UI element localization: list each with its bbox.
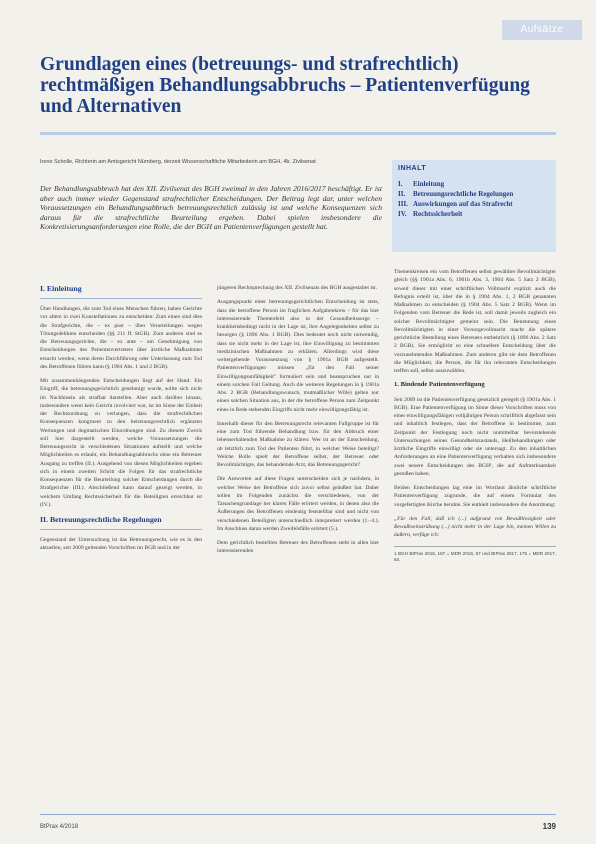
paragraph: Dem gerichtlich bestellten Betreuer des Betroffenen steht in allen hier interessierenden	[217, 540, 379, 555]
paragraph: Themenkreisen ein vom Betroffenen selbst gewählter Bevollmächtigter gleich (§§ 1901a Abs. 6, 1901b Abs. 3, 1904 Abs. 5 Satz 2 BGB), soweit dieser mit einer schriftlichen Vollmacht explizit auch die Befugnis erteilt ist, über die in § 1904 Abs. 1, 2 BGB genannten Maßnahmen zu entscheiden (§ 1904 Abs. 5 Satz 2 BGB). Wenn im Folgenden vom Betreuer die Rede ist, soll damit jeweils zugleich ein solcher Bevollmächtigter gemeint sein. Die Benennung eines Bevollmächtigten in einer Vorsorgevollmacht macht die spätere gerichtliche Bestellung eines Betreuers entbehrlich (§ 1896 Abs. 2 Satz 2 BGB). Sie ermöglicht so eine schnellere Entscheidung über die vorzunehmenden Maßnahmen. Zum anderen gibt sie dem Betroffenen die Möglichkeit, die Person, die für ihn relevanten Entscheidungen treffen soll, selbst auszuwählen.	[394, 269, 556, 374]
toc-item[interactable]	[398, 180, 550, 189]
toc-item-label: Einleitung	[413, 180, 445, 188]
toc-item[interactable]	[398, 200, 550, 209]
toc-item-number: IV.	[398, 210, 407, 218]
toc-list	[398, 180, 550, 220]
toc-item-label: Auswirkungen auf das Strafrecht	[413, 200, 513, 208]
section-heading-introduction: I. Einleitung	[40, 284, 202, 299]
paragraph: Mit zusammenhängenden Entscheidungen liegt auf der Hand: Ein Eingriff, die betreuungsgerichtlich genehmigt wurde, sollte sich nicht im Nachhinein als strafbar darstellen. Aber auch darüber hinaus, insbesondere wenn kein Gericht involviert war, ist im Sinne der Einheit der Rechtsordnung zu verlangen, dass die strafrechtlichen Konsequenzen kongruent zu den betreuungsrechtlich ergänzten Wertungen und dogmatischen Einordnungen sind. Zu diesem Zweck soll hier dargestellt werden, welche Voraussetzungen die Betreuungsrecht in verschiedenen Situationen aufstellt und welche Möglichkeiten es erlaubt, ein Behandlungsabbruchs ohne ein Betreuter Ausgang zu treffen (II.). Ausgehend von diesen Möglichkeiten ergeben sich in einem zweiten Schritt die Folgen für das strafrechtliche Konsequenzen für die Beurteilung solcher Entscheidungen durch die Strafgerichte (III.). Abschließend kann darauf gezeigt werden, in welchem Umfang Rechtssicherheit für die Beteiligten erreichbar ist (IV.).	[40, 378, 202, 508]
journal-name: BtPrax 4/2018	[40, 824, 79, 830]
paragraph: Die Antworten auf diese Fragen unterscheiden sich je nachdem, in welcher Weise der Betroffene sich zuvor selbst geäußert hat. Daher sollen im Folgenden zunächst die verschiedenen, von der Tatsachengrundlage her klaren Fälle erörtert werden, in denen also die Äußerungen des Betroffenen eindeutig feststellbar sind und nicht von verschiedenen Beteiligten unterschiedlich interpretiert werden (1.–4.). Im Anschluss daran werden Zweifelsfälle erörtert (5.).	[217, 476, 379, 532]
toc-item-number: III.	[398, 200, 408, 208]
toc-item[interactable]	[398, 190, 550, 199]
section-heading-regulations: II. Betreuungsrechtliche Regelungen	[40, 515, 202, 530]
paragraph: Gegenstand der Untersuchung ist das Betreuungsrecht, wie es in den aktuellen, seit 2009 geltenden Vorschriften im BGB und in der	[40, 537, 202, 552]
column-left	[40, 284, 202, 559]
paragraph: jüngeren Rechtsprechung des XII. Zivilsenats des BGH ausgestaltet ist.	[217, 285, 378, 291]
paragraph: Ausgangspunkt einer betreuungsgerichtlichen Entscheidung ist stets, dass die betroffene Person im fraglichen Aufgabenkreis – für das hier interessierende Themenfeld also in der Gesundheitssorge – krankheitsbedingt nicht in der Lage ist, ihre Angelegenheiten selbst zu besorgen (§ 1896 Abs. 1 BGB). Dies bedeutet noch nicht notwendig, dass sie nicht mehr in der Lage ist, ihre Einwilligung zu bestimmten medizinischen Maßnahmen zu erklären. Allerdings wird diese weitergehende Voraussetzung von § 1901a BGB aufgestellt. Patientenverfügungen müssen „für den Fall seiner Einwilligungsunfähigkeit" formuliert sein und beanspruchen nur in einem solchen Fall Geltung. Auch die weiteren Regelungen in § 1901a Abs. 2 BGB (Behandlungswunsch, mutmaßlicher Wille) gelten nur einen solchen Situation aus, in der die betroffene Person zum Zeitpunkt eines in Rede stehenden Eingriffs nicht mehr einwilligungsfähig ist.	[217, 299, 379, 413]
title-divider	[40, 132, 556, 135]
table-of-contents	[392, 160, 556, 252]
footer-divider	[40, 814, 556, 815]
toc-item[interactable]	[398, 210, 550, 219]
page-number: 139	[542, 822, 556, 831]
paragraph: Beiden Entscheidungen lag eine im Wortlaut ähnliche schriftliche Patientenverfügung zugrunde, die auf einem Formular des vorgefertigten Kirche beruhte. Sie enthielt insbesondere die Anordnung:	[394, 485, 556, 508]
section-tag: Aufsätze	[502, 20, 582, 40]
article-title: Grundlagen eines (betreuungs- und strafrechtlich) rechtmäßigen Behandlungsabbruchs – Patientenverfügung und Alternativen	[40, 54, 530, 117]
toc-item-number: I.	[398, 180, 403, 188]
toc-item-number: II.	[398, 190, 406, 198]
footnote: 1 BGH BtPrax 2016, 187 = MDR 2016, 67 und BtPrax 2017, 175 = MDR 2017, 64.	[394, 546, 556, 564]
abstract: Der Behandlungsabbruch hat den XII. Zivilsenat des BGH zweimal in den Jahren 2016/2017 beschäftigt. Er ist aber auch immer wieder Gegenstand strafrechtlicher Entscheidungen. Der Beitrag legt dar, unter welchen Voraussetzungen ein Behandlungsabbruch betreuungsrechtlich zulässig ist und welche Konsequenzen sich daraus für die strafrechtliche Beurteilung ergeben. Dabei spielen insbesondere die Konkretisierungsanforderungen eine Rolle, die der BGH an Patientenverfügungen gestellt hat.	[40, 184, 382, 232]
column-middle	[217, 284, 379, 562]
paragraph: Über Handlungen, die zum Tod eines Menschen führen, haben Gerichte vor allem in zwei Konstellationen zu entscheiden: Zum einen sind dies die Strafgerichte, die – ex post – über Verurteilungen wegen Tötungsdelikten entscheiden (§§ 211 ff. StGB). Zum anderen sind es die Betreuungsgerichte, die – ex ante – um Genehmigung von Entscheidungen des Patientenvertreters über ärztliche Maßnahmen ersucht werden, wenn deren Durchführung oder Unterlassung zum Tod des Betroffenen führen kann (§ 1904 Abs. 1 und 2 BGB).	[40, 306, 202, 370]
paragraph: Innerhalb dieser für den Betreuungsrecht relevanten Fallgruppe ist für eine zum Tod führende Behandlung bzw. für den Abbruch einer lebenserhaltenden Maßnahme zu klären: Wer ist an der Entscheidung, ob letztlich zum Tod des Patienten führt, in welcher Weise beteiligt? Welche Rolle spielt der Betroffene selbst, der Betreuer oder Bevollmächtigte, das behandelnde Arzt, das Betreuungsgericht?	[217, 420, 379, 468]
quotation: „Für den Fall, daß ich (...) aufgrund von Bewußtlosigkeit oder Bewußtseinstrübung (...) nicht mehr in der Lage bin, meinen Willen zu äußern, verfüge ich:	[394, 515, 556, 539]
toc-item-label: Rechtssicherheit	[413, 210, 463, 218]
paragraph: Seit 2009 ist die Patientenverfügung gesetzlich geregelt (§ 1901a Abs. 1 BGB). Eine Patientenverfügung im Sinne dieser Vorschriften muss von einer einwilligungsfähigen volljährigen Person schriftlich abgefasst sein und inhaltlich festlegen, dass der Betroffene in bestimmte, zum Zeitpunkt der Festlegung noch nicht unmittelbar bevorstehende Untersuchungen seines Gesundheitszustands, Heilbehandlungen oder ärztliche Eingriffe einwilligt oder sie untersagt. Zu den inhaltlichen Anforderungen an eine Patientenverfügung verhalten sich insbesondere zwei neuere Entscheidungen des BGH¹, die auf Aufmerksamkeit gestoßen haben.	[394, 396, 556, 477]
column-right	[394, 268, 556, 564]
toc-item-label: Betreuungsrechtliche Regelungen	[413, 190, 514, 198]
subsection-heading: 1. Bindende Patientenverfügung	[394, 381, 485, 389]
toc-heading: INHALT	[398, 165, 427, 172]
author-line: Irene Scholle, Richterin am Amtsgericht Nürnberg, derzeit Wissenschaftliche Mitarbeiterin am BGH, 4b. Zivilsenat	[40, 159, 316, 165]
